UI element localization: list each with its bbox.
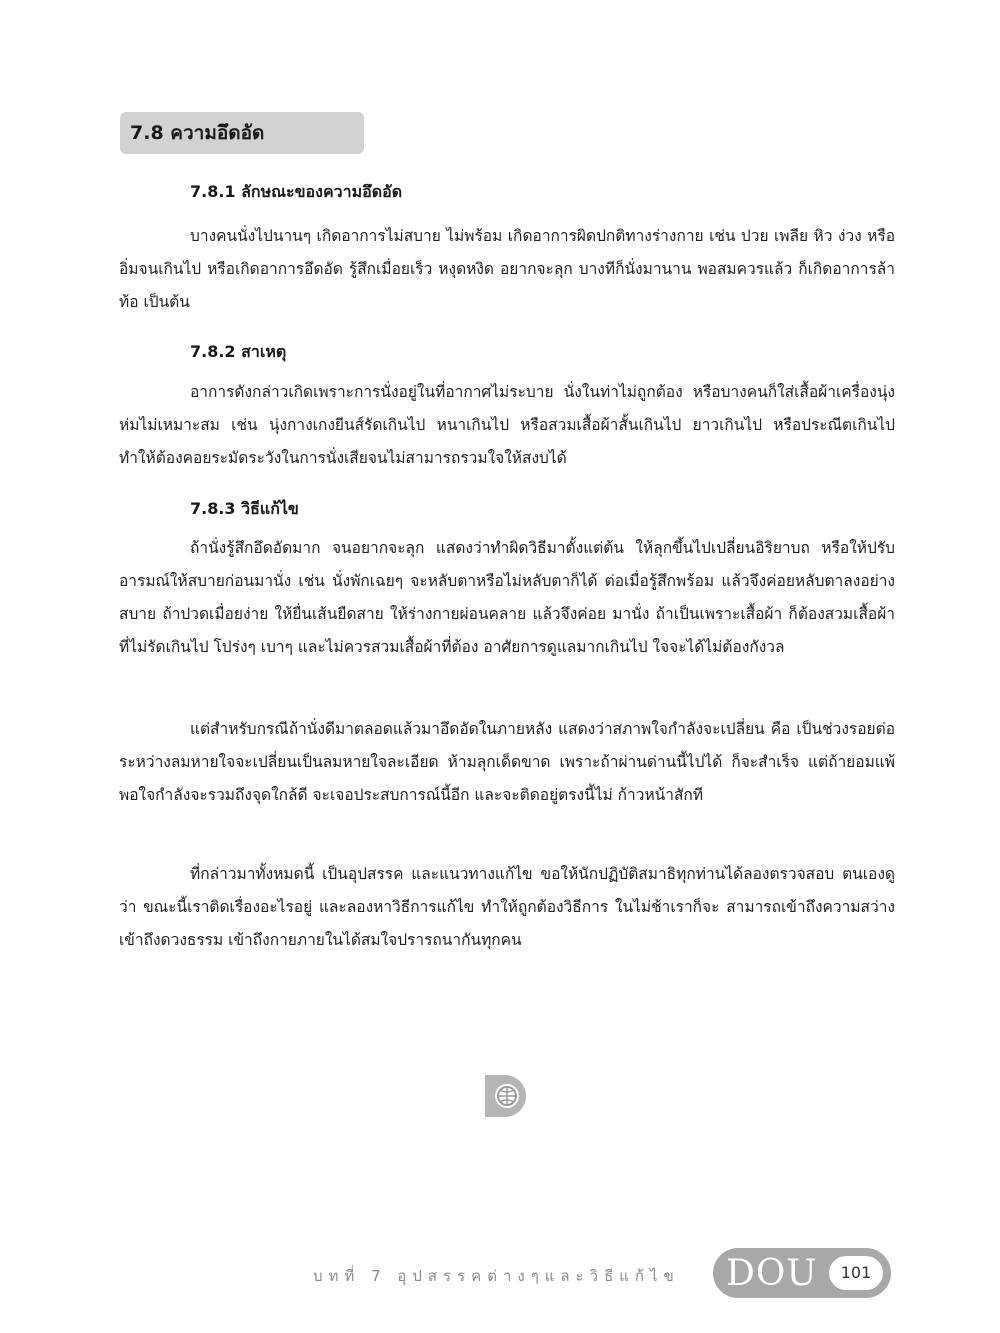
paragraph: บางคนนั่งไปนานๆ เกิดอาการไม่สบาย ไม่พร้อม เกิดอาการผิดปกติทางร่างกาย เช่น ปวย เพลีย หิว ง่วง หรืออิ่มจนเกินไป หรือเกิดอาการอึดอัด รู้สึกเมื่อยเร็ว หงุดหงิด อยากจะลุก บางทีก็นั่งมานาน พอสมควรแล้ว ก็เกิดอาการล้า ท้อ เป็นต้น <box>119 227 895 311</box>
subsection-heading-3: 7.8.3 วิธีแก้ไข <box>190 499 299 518</box>
dhamma-logo-icon <box>483 1073 529 1119</box>
subsection-heading-1: 7.8.1 ลักษณะของความอึดอัด <box>190 182 403 201</box>
paragraph: แต่สำหรับกรณีถ้านั่งดีมาตลอดแล้วมาอึดอัดในภายหลัง แสดงว่าสภาพใจกำลังจะเปลี่ยน คือ เป็นช่วงรอยต่อระหว่างลมหายใจจะเปลี่ยนเป็นลมหายใจละเอียด ห้ามลุกเด็ดขาด เพราะถ้าผ่านด่านนี้ไปได้ ก็จะสำเร็จ แต่ถ้ายอมแพ้ พอใจกำลังจะรวมถึงจุดใกล้ดี จะเจอประสบการณ์นี้อีก และจะติดอยู่ตรงนี้ไม่ ก้าวหน้าสักที <box>119 720 895 804</box>
subsection-heading-2: 7.8.2 สาเหตุ <box>190 342 287 361</box>
page-number: 101 <box>829 1256 883 1290</box>
paragraph: ที่กล่าวมาทั้งหมดนี้ เป็นอุปสรรค และแนวทางแก้ไข ขอให้นักปฏิบัติสมาธิทุกท่านได้ลองตรวจสอบ ตนเองดูว่า ขณะนี้เราติดเรื่องอะไรอยู่ และลองหาวิธีการแก้ไข ทำให้ถูกต้องวิธีการ ในไม่ช้าเราก็จะ สามารถเข้าถึงความสว่าง เข้าถึงดวงธรรม เข้าถึงกายภายในได้สมใจปรารถนากันทุกคน <box>119 865 895 949</box>
paragraph: ถ้านั่งรู้สึกอึดอัดมาก จนอยากจะลุก แสดงว่าทำผิดวิธีมาตั้งแต่ต้น ให้ลุกขึ้นไปเปลี่ยนอิริยาบถ หรือให้ปรับอารมณ์ให้สบายก่อนมานั่ง เช่น นั่งพักเฉยๆ จะหลับตาหรือไม่หลับตาก็ได้ ต่อเมื่อรู้สึกพร้อม แล้วจึงค่อยหลับตาลงอย่างสบาย ถ้าปวดเมื่อยง่าย ให้ยื่นเส้นยืดสาย ให้ร่างกายผ่อนคลาย แล้วจึงค่อย มานั่ง ถ้าเป็นเพราะเสื้อผ้า ก็ต้องสวมเสื้อผ้าที่ไม่รัดเกินไป โปร่งๆ เบาๆ และไม่ควรสวมเสื้อผ้าที่ต้อง อาศัยการดูแลมากเกินไป ใจจะได้ไม่ต้องกังวล <box>119 539 895 656</box>
chapter-footer-title: บทที่ 7 อุปสรรคต่างๆและวิธีแก้ไข <box>313 1267 680 1285</box>
brand-logo-text: DOU <box>726 1253 818 1294</box>
paragraph: อาการดังกล่าวเกิดเพราะการนั่งอยู่ในที่อากาศไม่ระบาย นั่งในท่าไม่ถูกต้อง หรือบางคนก็ใส่เสื้อผ้าเครื่องนุ่งห่มไม่เหมาะสม เช่น นุ่งกางเกงยีนส์รัดเกินไป หนาเกินไป หรือสวมเสื้อผ้าสั้นเกินไป ยาวเกินไป หรือประณีตเกินไป ทำให้ต้องคอยระมัดระวังในการนั่งเสียจนไม่สามารถรวมใจให้สงบได้ <box>119 383 895 467</box>
section-title: 7.8 ความอึดอัด <box>120 112 364 154</box>
